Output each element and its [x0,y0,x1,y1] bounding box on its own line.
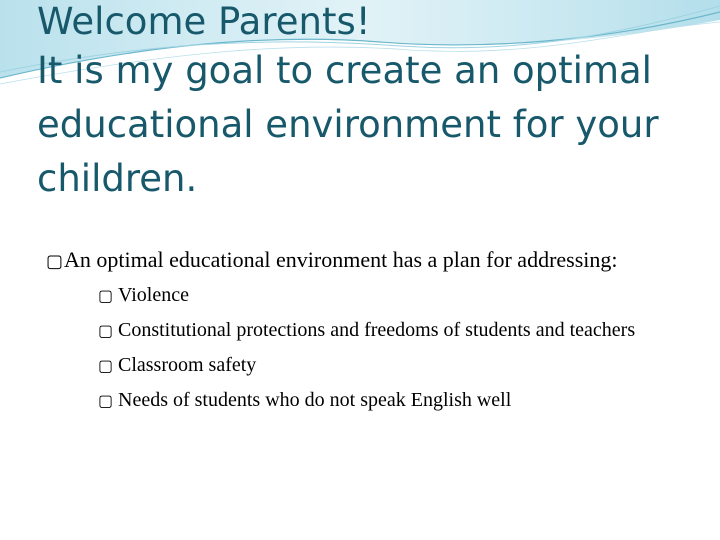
sub-bullet-text: Needs of students who do not speak English well [118,389,512,411]
sub-bullet [88,351,686,380]
bullet-marker-icon: ▢ [98,391,114,410]
title-line: educational environment for your [37,103,659,146]
sub-bullet [88,281,686,310]
title-line: children. [37,157,198,200]
sub-bullet-text: Classroom safety [118,354,257,376]
sub-bullet [88,386,686,415]
slide-title [37,0,697,206]
sub-bullet-text: Constitutional protections and freedoms of students and teachers [118,319,636,341]
sub-bullet [88,316,686,345]
title-line: Welcome Parents! [37,0,371,43]
bullet-marker-icon: ▢ [46,251,64,272]
bullet-marker-icon: ▢ [98,321,114,340]
main-bullet [46,244,686,277]
bullet-marker-icon: ▢ [98,356,114,375]
title-line: It is my goal to create an optimal [37,49,652,92]
main-bullet-text: An optimal educational environment has a plan for addressing: [64,247,618,272]
sub-bullet-text: Violence [118,284,189,306]
slide-body [46,244,686,421]
bullet-marker-icon: ▢ [98,286,114,305]
